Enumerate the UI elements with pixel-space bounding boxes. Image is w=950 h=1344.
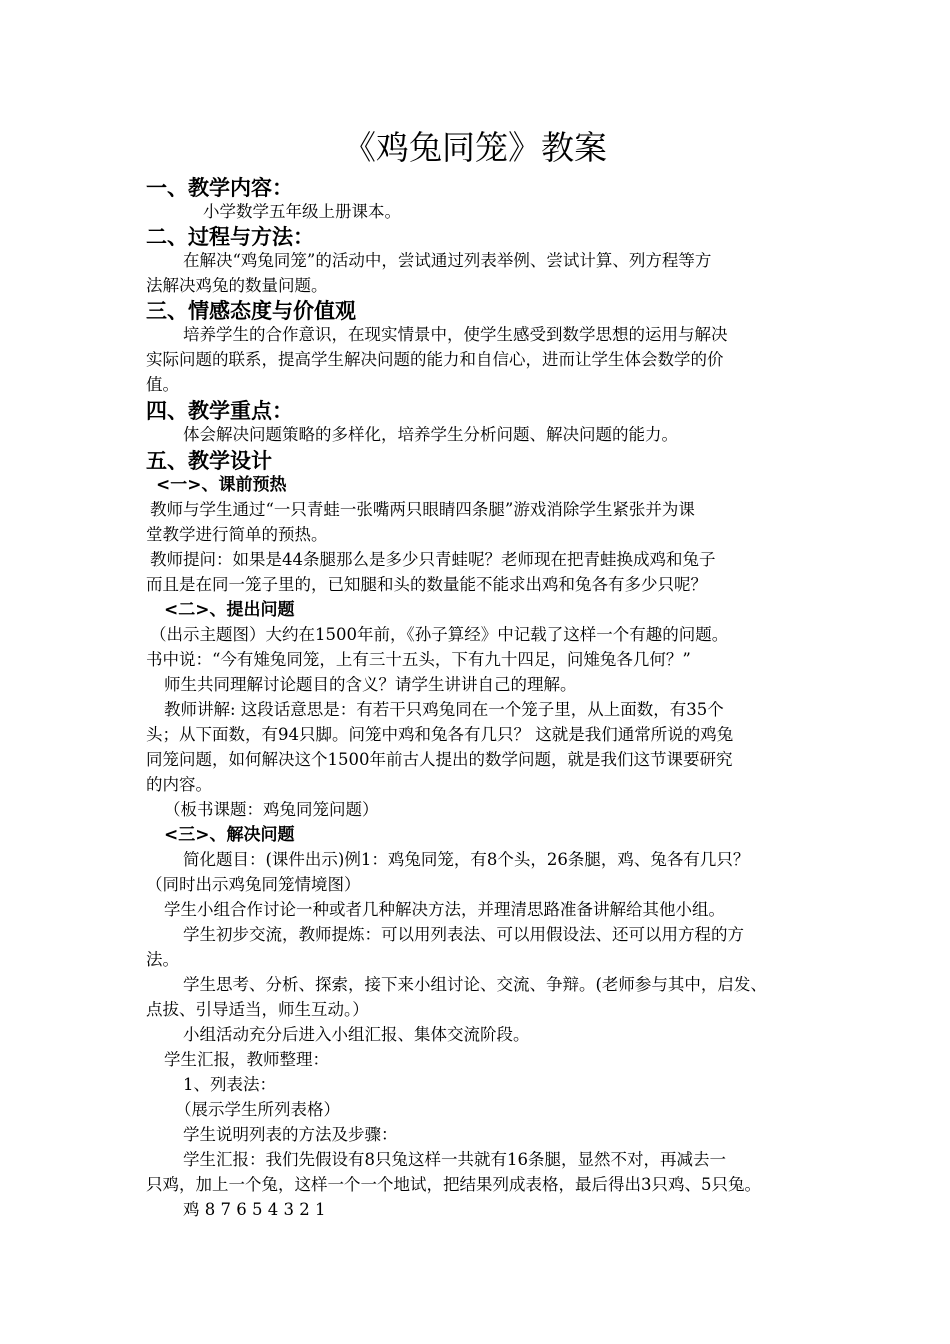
paragraph-line: （出示主题图）大约在1500年前，《孙子算经》中记载了这样一个有趣的问题。 <box>150 625 729 644</box>
paragraph-line: 堂教学进行简单的预热。 <box>146 525 328 544</box>
paragraph-line: 教师提问：如果是44条腿那么是多少只青蛙呢？老师现在把青蛙换成鸡和兔子 <box>150 550 716 569</box>
paragraph-line: 只鸡，加上一个兔，这样一个一个地试，把结果列成表格，最后得出3只鸡、5只兔。 <box>146 1175 761 1194</box>
paragraph-line: 学生初步交流，教师提炼：可以用列表法、可以用假设法、还可以用方程的方 <box>183 925 744 944</box>
subsection-heading-problem: <二>、提出问题 <box>164 600 295 620</box>
paragraph-line: 鸡 8 7 6 5 4 3 2 1 <box>183 1200 326 1219</box>
section-heading-key-points: 四、教学重点： <box>146 399 293 423</box>
paragraph-line: 学生汇报：我们先假设有8只兔这样一共就有16条腿，显然不对，再减去一 <box>183 1150 726 1169</box>
paragraph-line: 的内容。 <box>146 775 212 794</box>
paragraph-line: 法解决鸡兔的数量问题。 <box>146 276 328 295</box>
section-heading-attitude: 三、情感态度与价值观 <box>146 299 356 323</box>
paragraph-line: 书中说：“今有雉兔同笼，上有三十五头，下有九十四足，问雉兔各几何？” <box>146 650 691 669</box>
paragraph-line: 点拔、引导适当，师生互动。） <box>146 1000 369 1019</box>
paragraph-line: 教师与学生通过“一只青蛙一张嘴两只眼睛四条腿”游戏消除学生紧张并为课 <box>150 500 695 519</box>
paragraph-line: 小学数学五年级上册课本。 <box>203 202 401 221</box>
paragraph-line: 学生思考、分析、探索，接下来小组讨论、交流、争辩。(老师参与其中，启发、 <box>183 975 767 994</box>
paragraph-line: 同笼问题，如何解决这个1500年前古人提出的数学问题，就是我们这节课要研究 <box>146 750 733 769</box>
subsection-heading-solve: <三>、解决问题 <box>164 825 295 845</box>
paragraph-line: 在解决“鸡兔同笼”的活动中，尝试通过列表举例、尝试计算、列方程等方 <box>183 251 712 270</box>
paragraph-line: 1、列表法： <box>183 1075 276 1094</box>
section-heading-content: 一、教学内容： <box>146 176 293 200</box>
paragraph-line: 学生汇报，教师整理： <box>164 1050 329 1069</box>
subsection-heading-warmup: <一>、课前预热 <box>156 475 287 495</box>
document-title: 《鸡兔同笼》教案 <box>343 128 607 167</box>
paragraph-line: 法。 <box>146 950 179 969</box>
paragraph-line: 培养学生的合作意识，在现实情景中，使学生感受到数学思想的运用与解决 <box>183 325 728 344</box>
paragraph-line: 教师讲解: 这段话意思是：有若干只鸡兔同在一个笼子里，从上面数，有35个 <box>164 700 724 719</box>
paragraph-line: 师生共同理解讨论题目的含义？请学生讲讲自己的理解。 <box>164 675 577 694</box>
paragraph-line: 简化题目：(课件出示)例1：鸡兔同笼，有8个头，26条腿，鸡、兔各有几只？ <box>183 850 750 869</box>
paragraph-line: 学生小组合作讨论一种或者几种解决方法，并理清思路准备讲解给其他小组。 <box>164 900 725 919</box>
paragraph-line: 值。 <box>146 375 179 394</box>
paragraph-line: （同时出示鸡兔同笼情境图） <box>146 875 361 894</box>
section-heading-method: 二、过程与方法： <box>146 225 314 249</box>
paragraph-line: 小组活动充分后进入小组汇报、集体交流阶段。 <box>183 1025 530 1044</box>
paragraph-line: （展示学生所列表格） <box>175 1100 340 1119</box>
paragraph-line: 体会解决问题策略的多样化，培养学生分析问题、解决问题的能力。 <box>183 425 678 444</box>
section-heading-design: 五、教学设计 <box>146 449 272 473</box>
paragraph-line: 学生说明列表的方法及步骤： <box>183 1125 398 1144</box>
paragraph-line: （板书课题：鸡兔同笼问题） <box>164 800 379 819</box>
paragraph-line: 头；从下面数，有94只脚。问笼中鸡和兔各有几只？ 这就是我们通常所说的鸡兔 <box>146 725 734 744</box>
paragraph-line: 而且是在同一笼子里的，已知腿和头的数量能不能求出鸡和兔各有多少只呢？ <box>146 575 707 594</box>
paragraph-line: 实际问题的联系，提高学生解决问题的能力和自信心，进而让学生体会数学的价 <box>146 350 724 369</box>
